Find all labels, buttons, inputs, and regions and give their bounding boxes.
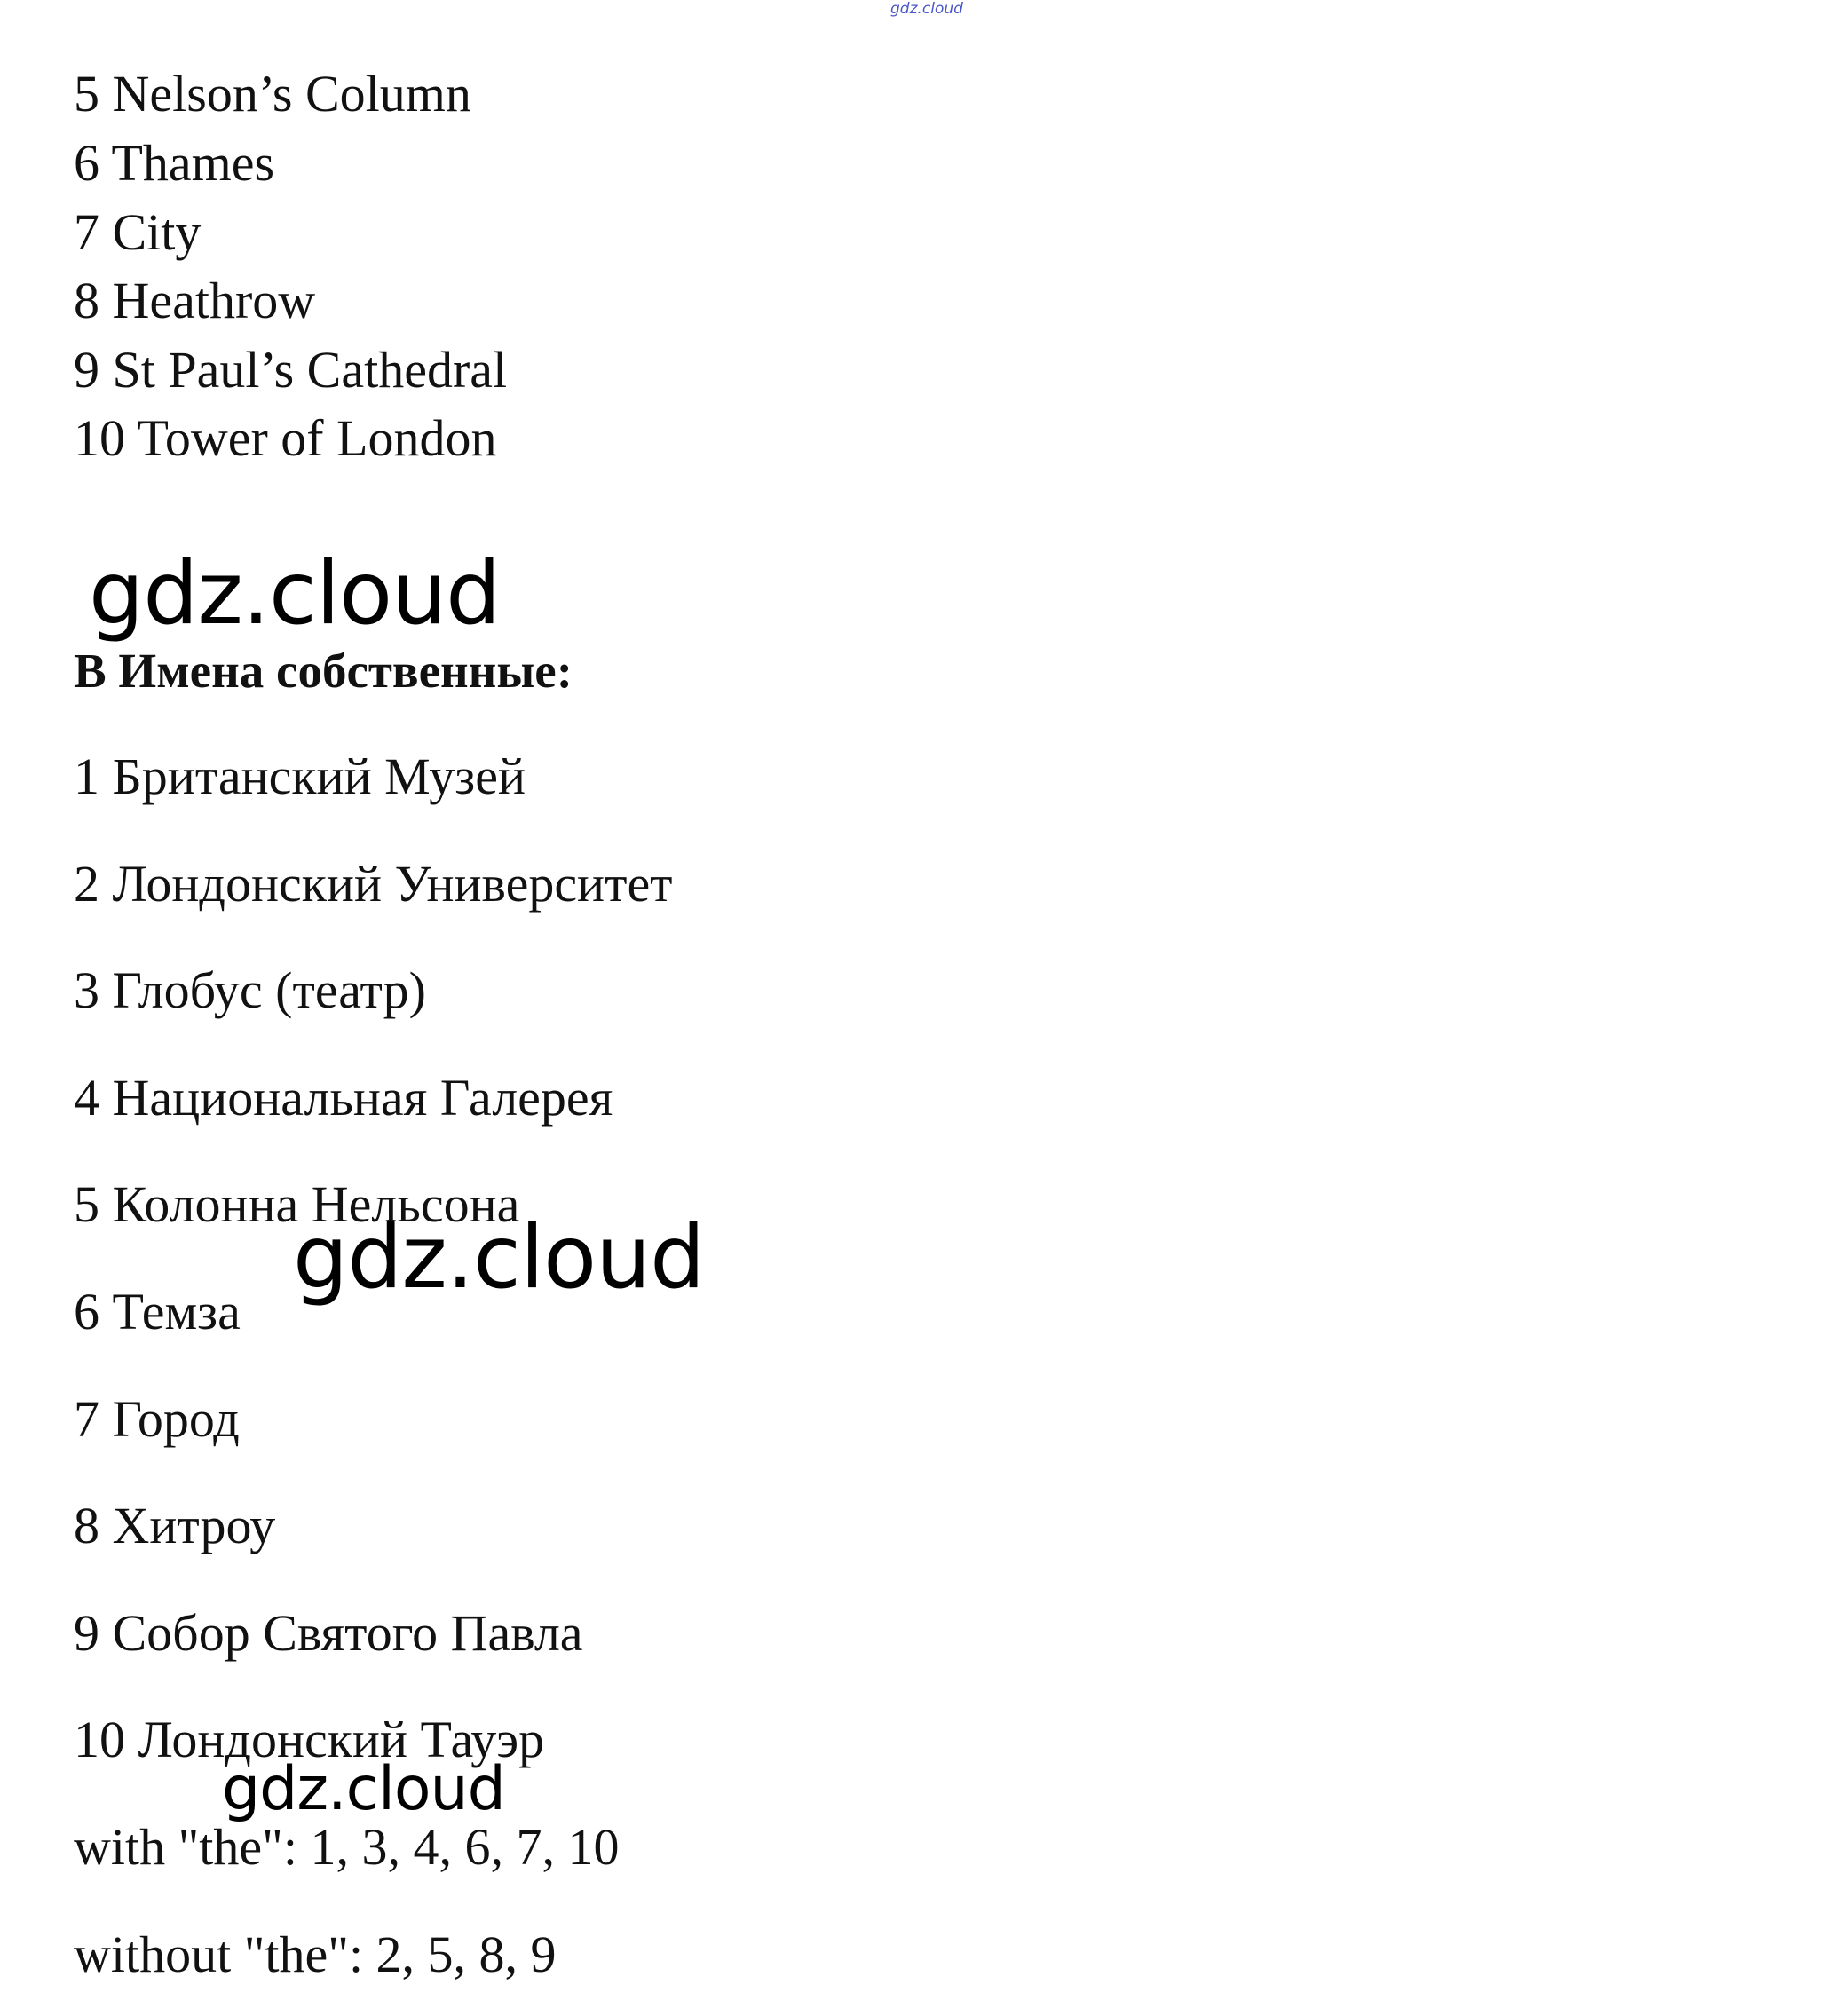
english-item-7: 7 City <box>74 203 202 261</box>
russian-item-1: 1 Британский Музей <box>74 747 526 805</box>
english-item-5: 5 Nelson’s Column <box>74 65 471 123</box>
russian-item-7: 7 Город <box>74 1390 240 1448</box>
russian-item-8: 8 Хитроу <box>74 1497 276 1554</box>
top-watermark: gdz.cloud <box>890 0 963 18</box>
russian-item-9: 9 Собор Святого Павла <box>74 1604 583 1662</box>
russian-item-4: 4 Национальная Галерея <box>74 1069 613 1127</box>
russian-item-3: 3 Глобус (театр) <box>74 961 426 1019</box>
russian-item-2: 2 Лондонский Университет <box>74 855 673 913</box>
section-b-heading: B Имена собственные: <box>74 644 573 698</box>
without-the-summary: without "the": 2, 5, 8, 9 <box>74 1925 557 1983</box>
english-item-9: 9 St Paul’s Cathedral <box>74 341 508 399</box>
watermark-gdz-cloud: gdz.cloud <box>222 1754 505 1824</box>
russian-item-10: 10 Лондонский Тауэр <box>74 1711 545 1768</box>
watermark-gdz-cloud: gdz.cloud <box>293 1207 705 1308</box>
english-item-10: 10 Tower of London <box>74 409 497 467</box>
russian-item-5: 5 Колонна Нельсона <box>74 1175 520 1233</box>
russian-item-6: 6 Темза <box>74 1283 241 1340</box>
with-the-summary: with "the": 1, 3, 4, 6, 7, 10 <box>74 1818 620 1876</box>
english-item-6: 6 Thames <box>74 134 275 192</box>
watermark-gdz-cloud: gdz.cloud <box>89 543 501 644</box>
english-item-8: 8 Heathrow <box>74 272 316 329</box>
